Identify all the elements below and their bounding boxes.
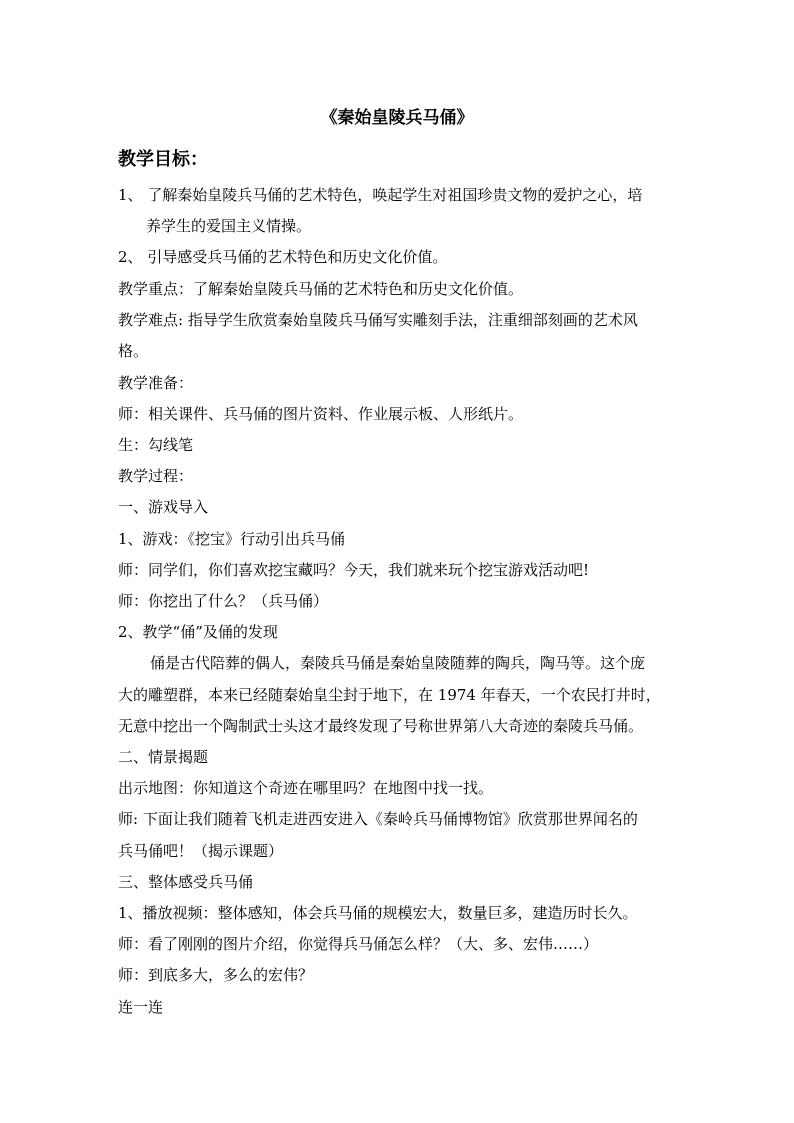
text-line: 兵马俑吧！（揭示课题） [118, 842, 284, 860]
text-line: 教学过程： [118, 467, 194, 485]
text-line: 俑是古代陪葬的偶人，秦陵兵马俑是秦始皇陵随葬的陶兵，陶马等。这个庞 [150, 654, 646, 672]
text-line: 1、 了解秦始皇陵兵马俑的艺术特色，唤起学生对祖国珍贵文物的爱护之心，培 [118, 186, 643, 204]
text-line: 无意中挖出一个陶制武士头这才最终发现了号称世界第八大奇迹的秦陵兵马俑。 [118, 717, 644, 735]
text-line: 格。 [118, 342, 149, 360]
text-line: 师: 下面让我们随着飞机走进西安进入《秦岭兵马俑博物馆》欣赏那世界闻名的 [118, 810, 638, 828]
text-line: 师：到底多大，多么的宏伟？ [118, 966, 314, 984]
text-line: 生：勾线笔 [118, 436, 194, 454]
text-line: 教学重点：了解秦始皇陵兵马俑的艺术特色和历史文化价值。 [118, 280, 524, 298]
text-line: 教学难点: 指导学生欣赏秦始皇陵兵马俑写实雕刻手法，注重细部刻画的艺术风 [118, 311, 638, 329]
document-title: 《秦始皇陵兵马俑》 [320, 108, 474, 128]
text-line: 教学准备： [118, 374, 194, 392]
text-line: 师：相关课件、兵马俑的图片资料、作业展示板、人形纸片。 [118, 405, 524, 423]
text-line: 师：你挖出了什么？（兵马俑） [118, 592, 329, 610]
text-line: 出示地图：你知道这个奇迹在哪里吗？在地图中找一找。 [118, 779, 494, 797]
text-line: 一、游戏导入 [118, 498, 209, 516]
text-line: 师：同学们，你们喜欢挖宝藏吗？今天，我们就来玩个挖宝游戏活动吧! [118, 561, 590, 579]
text-line: 养学生的爱国主义情操。 [146, 217, 312, 235]
text-line: 三、整体感受兵马俑 [118, 873, 254, 891]
text-line: 2、 引导感受兵马俑的艺术特色和历史文化价值。 [118, 248, 448, 266]
section-heading-teaching-goals: 教学目标： [118, 149, 208, 170]
text-line: 1、游戏：《挖宝》行动引出兵马俑 [118, 530, 346, 548]
text-line: 2、教学“俑”及俑的发现 [118, 623, 278, 641]
text-line: 师：看了刚刚的图片介绍，你觉得兵马俑怎么样？（大、多、宏伟……） [118, 935, 599, 953]
text-line: 1、播放视频：整体感知，体会兵马俑的规模宏大，数量巨多，建造历时长久。 [118, 904, 638, 922]
text-line: 大的雕塑群，本来已经随秦始皇尘封于地下，在 1974 年春天，一个农民打井时， [118, 686, 661, 704]
text-line: 连一连 [118, 998, 164, 1016]
text-line: 二、情景揭题 [118, 748, 209, 766]
